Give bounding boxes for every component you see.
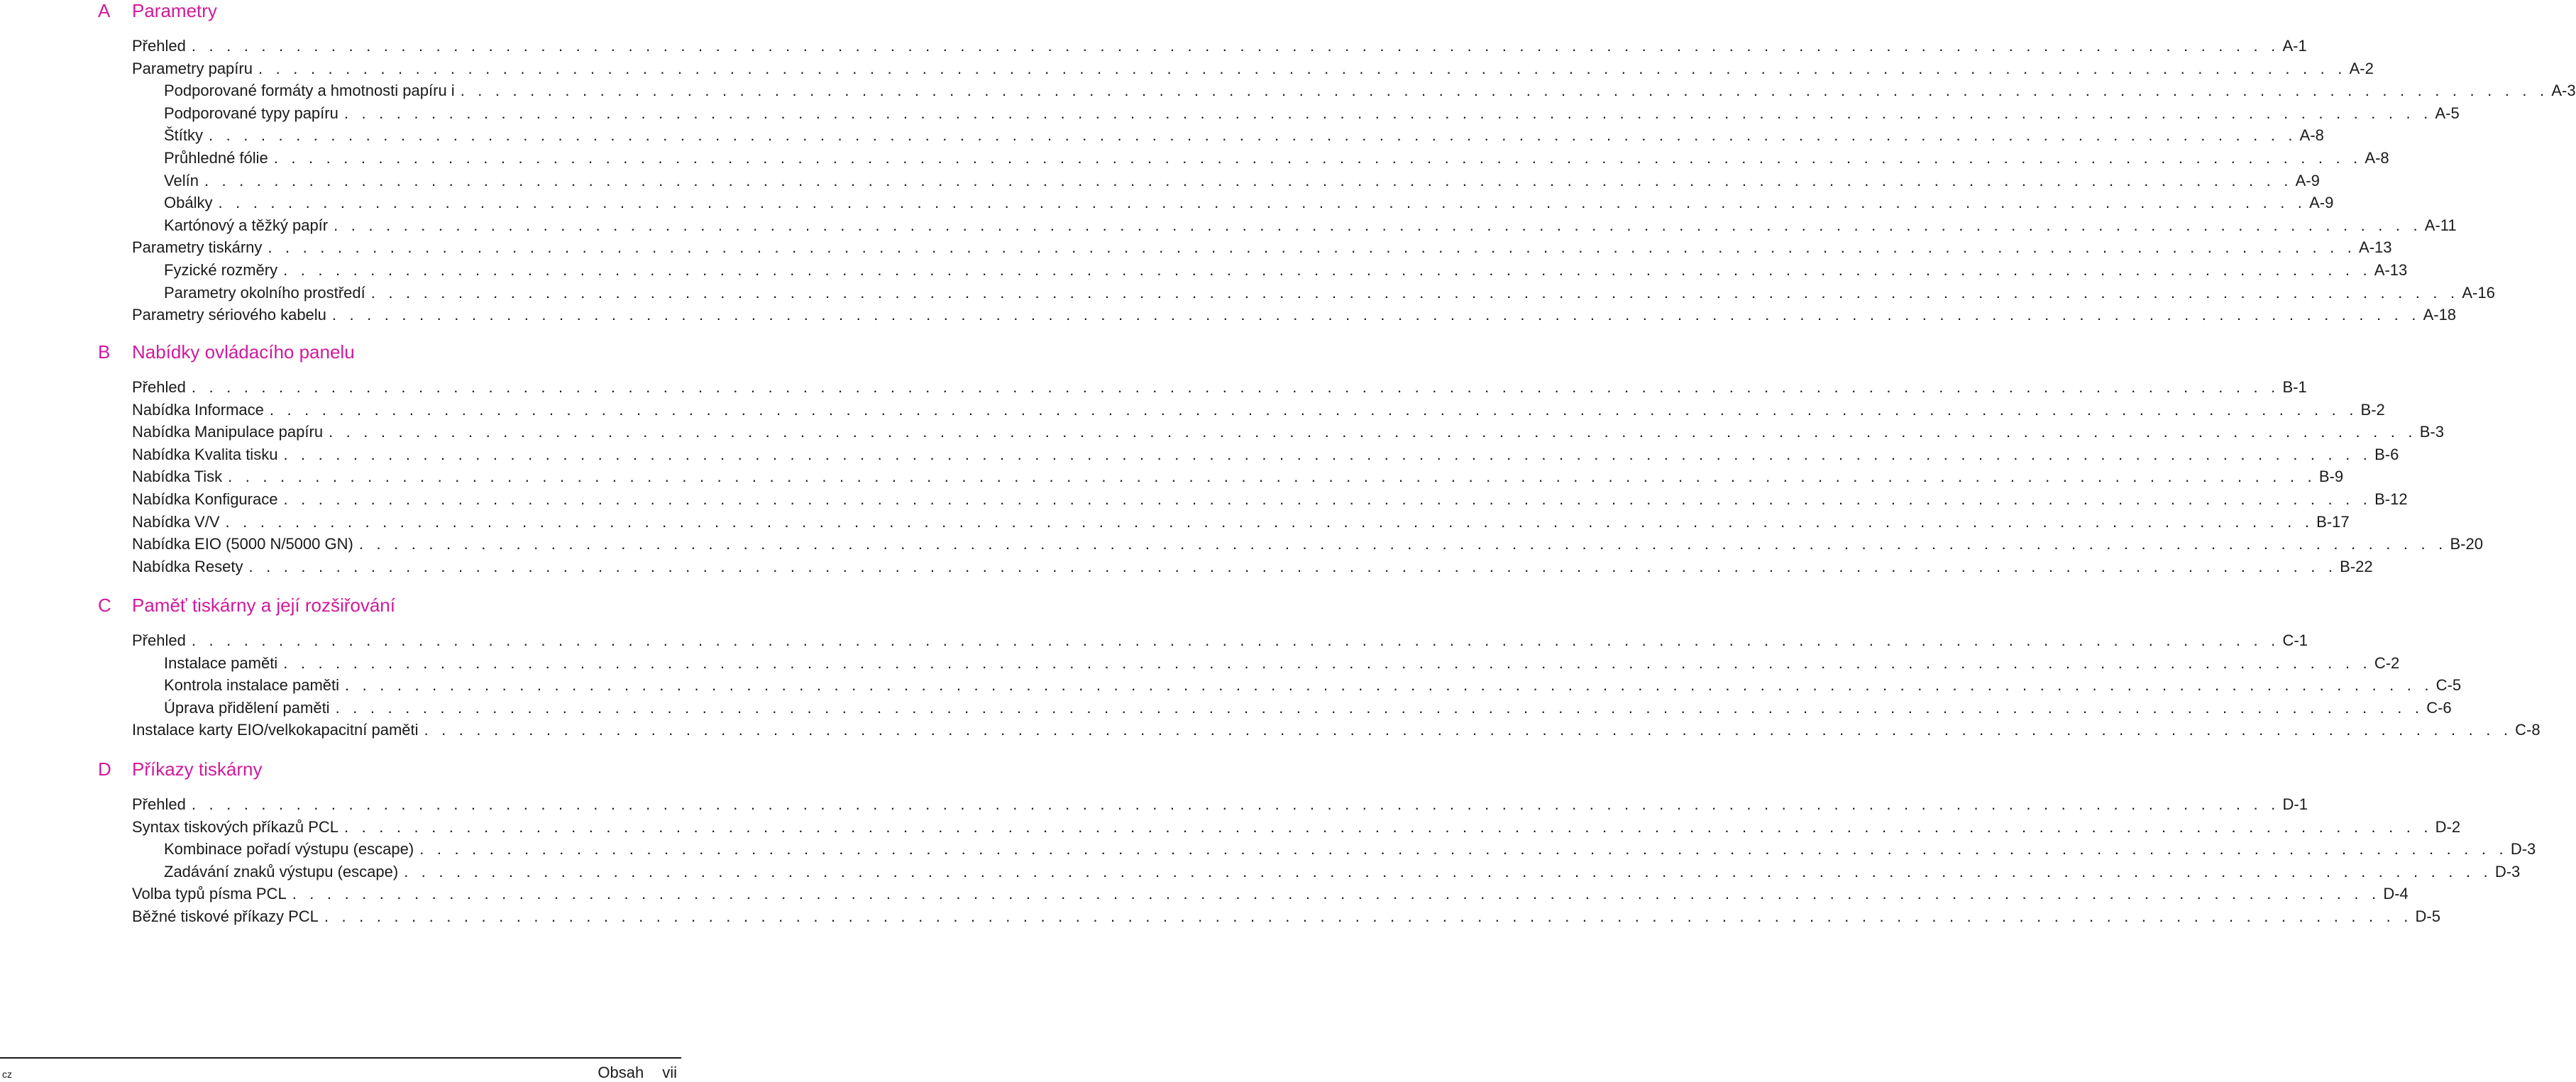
- toc-entry-page: A-3: [2551, 82, 2576, 100]
- toc-entry-label: Štítky: [164, 126, 204, 145]
- footer-rule: [0, 1057, 681, 1059]
- section-title: Příkazy tiskárny: [132, 758, 263, 780]
- toc-entry-page: D-4: [2383, 885, 2409, 903]
- toc-entry-label: Velín: [164, 171, 199, 189]
- toc-entry-label: Nabídka Konfigurace: [132, 490, 278, 508]
- dot-leader: . . . . . . . . . . . . . . . . . . . . . . . . . . . . . . . . . . . . . . . . . . . . . . . . . . . . . . . . . . . . . . . . . . . . . . . . . . . . . . . . . . . . . . . . . . . . . . . . . . . . . . . . . . . . . . . . . . . . . . . .: [283, 261, 2372, 279]
- toc-entry-label: Kartónový a těžký papír: [164, 216, 329, 234]
- dot-leader: . . . . . . . . . . . . . . . . . . . . . . . . . . . . . . . . . . . . . . . . . . . . . . . . . . . . . . . . . . . . . . . . . . . . . . . . . . . . . . . . . . . . . . . . . . . . . . . . . . . . . . . . . . . . . . . . . . . . . . . .: [460, 82, 2549, 100]
- toc-entry-page: A-18: [2423, 306, 2457, 324]
- toc-entry-label: Úprava přidělení paměti: [164, 698, 330, 717]
- toc-entry-label: Fyzické rozměry: [164, 261, 278, 279]
- toc-entry-label: Průhledné fólie: [164, 149, 268, 167]
- dot-leader: . . . . . . . . . . . . . . . . . . . . . . . . . . . . . . . . . . . . . . . . . . . . . . . . . . . . . . . . . . . . . . . . . . . . . . . . . . . . . . . . . . . . . . . . . . . . . . . . . . . . . . . . . . . . . . . . . . . . . . . .: [335, 698, 2424, 717]
- toc-entry-page: A-2: [2349, 59, 2374, 77]
- toc-entry-page: A-5: [2435, 104, 2460, 122]
- toc-entry[interactable]: [164, 697, 2452, 719]
- toc-entry-page: B-12: [2374, 490, 2408, 508]
- toc-entry-label: Parametry tiskárny: [132, 238, 263, 257]
- dot-leader: . . . . . . . . . . . . . . . . . . . . . . . . . . . . . . . . . . . . . . . . . . . . . . . . . . . . . . . . . . . . . . . . . . . . . . . . . . . . . . . . . . . . . . . . . . . . . . . . . . . . . . . . . . . . . . . . . . . . . . . .: [345, 676, 2433, 695]
- toc-entry-page: B-2: [2360, 400, 2385, 419]
- toc-entry-label: Nabídka Resety: [132, 557, 243, 575]
- dot-leader: . . . . . . . . . . . . . . . . . . . . . . . . . . . . . . . . . . . . . . . . . . . . . . . . . . . . . . . . . . . . . . . . . . . . . . . . . . . . . . . . . . . . . . . . . . . . . . . . . . . . . . . . . . . . . . . . . . . . . . . .: [228, 468, 2316, 486]
- toc-entry-page: A-8: [2299, 126, 2324, 145]
- toc-entry-page: B-3: [2419, 423, 2444, 441]
- toc-entry-label: Přehled: [132, 378, 186, 396]
- toc-entry[interactable]: [164, 282, 2495, 304]
- toc-entry-label: Nabídka Tisk: [132, 468, 223, 486]
- dot-leader: . . . . . . . . . . . . . . . . . . . . . . . . . . . . . . . . . . . . . . . . . . . . . . . . . . . . . . . . . . . . . . . . . . . . . . . . . . . . . . . . . . . . . . . . . . . . . . . . . . . . . . . . . . . . . . . . . . . . . . . .: [191, 795, 2280, 813]
- toc-entry[interactable]: [132, 512, 2350, 533]
- dot-leader: . . . . . . . . . . . . . . . . . . . . . . . . . . . . . . . . . . . . . . . . . . . . . . . . . . . . . . . . . . . . . . . . . . . . . . . . . . . . . . . . . . . . . . . . . . . . . . . . . . . . . . . . . . . . . . . . . . . . . . . .: [292, 885, 2381, 903]
- section-letter: A: [98, 0, 111, 21]
- toc-entry[interactable]: [132, 794, 2308, 815]
- toc-entry-label: Instalace karty EIO/velkokapacitní paměti: [132, 721, 419, 739]
- dot-leader: . . . . . . . . . . . . . . . . . . . . . . . . . . . . . . . . . . . . . . . . . . . . . . . . . . . . . . . . . . . . . . . . . . . . . . . . . . . . . . . . . . . . . . . . . . . . . . . . . . . . . . . . . . . . . . . . . . . . . . . .: [283, 445, 2372, 463]
- toc-entry[interactable]: [164, 192, 2334, 214]
- footer-language: cz: [2, 1069, 12, 1080]
- toc-entry[interactable]: [164, 148, 2389, 169]
- toc-entry[interactable]: [164, 215, 2457, 236]
- toc-entry-label: Syntax tiskových příkazů PCL: [132, 817, 339, 836]
- dot-leader: . . . . . . . . . . . . . . . . . . . . . . . . . . . . . . . . . . . . . . . . . . . . . . . . . . . . . . . . . . . . . . . . . . . . . . . . . . . . . . . . . . . . . . . . . . . . . . . . . . . . . . . . . . . . . . . . . . . . . . . .: [283, 490, 2372, 508]
- toc-entry-page: C-1: [2282, 631, 2308, 649]
- toc-entry[interactable]: [132, 466, 2344, 487]
- toc-entry[interactable]: [132, 58, 2374, 79]
- section-letter: B: [98, 341, 111, 363]
- toc-entry[interactable]: [132, 237, 2392, 258]
- dot-leader: . . . . . . . . . . . . . . . . . . . . . . . . . . . . . . . . . . . . . . . . . . . . . . . . . . . . . . . . . . . . . . . . . . . . . . . . . . . . . . . . . . . . . . . . . . . . . . . . . . . . . . . . . . . . . . . . . . . . . . . .: [218, 194, 2307, 212]
- toc-entry-label: Běžné tiskové příkazy PCL: [132, 907, 319, 925]
- toc-entry-page: B-20: [2450, 535, 2483, 553]
- toc-entry-label: Parametry okolního prostředí: [164, 283, 365, 302]
- dot-leader: . . . . . . . . . . . . . . . . . . . . . . . . . . . . . . . . . . . . . . . . . . . . . . . . . . . . . . . . . . . . . . . . . . . . . . . . . . . . . . . . . . . . . . . . . . . . . . . . . . . . . . . . . . . . . . . . . . . . . . . .: [209, 126, 2297, 145]
- dot-leader: . . . . . . . . . . . . . . . . . . . . . . . . . . . . . . . . . . . . . . . . . . . . . . . . . . . . . . . . . . . . . . . . . . . . . . . . . . . . . . . . . . . . . . . . . . . . . . . . . . . . . . . . . . . . . . . . . . . . . . . .: [191, 631, 2280, 649]
- toc-entry-label: Instalace paměti: [164, 653, 278, 672]
- section-title: Parametry: [132, 0, 217, 21]
- toc-entry-label: Přehled: [132, 631, 186, 649]
- toc-entry-page: A-13: [2374, 261, 2408, 279]
- toc-entry[interactable]: [164, 653, 2400, 674]
- toc-entry-page: C-5: [2435, 676, 2462, 695]
- footer-page-number: vii: [662, 1064, 677, 1081]
- toc-entry-page: D-1: [2282, 795, 2308, 813]
- toc-entry-page: B-17: [2316, 512, 2350, 531]
- toc-entry-label: Přehled: [132, 795, 186, 813]
- toc-entry-label: Obálky: [164, 194, 213, 212]
- dot-leader: . . . . . . . . . . . . . . . . . . . . . . . . . . . . . . . . . . . . . . . . . . . . . . . . . . . . . . . . . . . . . . . . . . . . . . . . . . . . . . . . . . . . . . . . . . . . . . . . . . . . . . . . . . . . . . . . . . . . . . . .: [191, 37, 2280, 55]
- toc-entry[interactable]: [132, 630, 2308, 651]
- dot-leader: . . . . . . . . . . . . . . . . . . . . . . . . . . . . . . . . . . . . . . . . . . . . . . . . . . . . . . . . . . . . . . . . . . . . . . . . . . . . . . . . . . . . . . . . . . . . . . . . . . . . . . . . . . . . . . . . . . . . . . . .: [331, 306, 2421, 324]
- toc-entry[interactable]: [132, 534, 2483, 555]
- dot-leader: . . . . . . . . . . . . . . . . . . . . . . . . . . . . . . . . . . . . . . . . . . . . . . . . . . . . . . . . . . . . . . . . . . . . . . . . . . . . . . . . . . . . . . . . . . . . . . . . . . . . . . . . . . . . . . . . . . . . . . . .: [329, 423, 2417, 441]
- toc-entry[interactable]: [164, 80, 2576, 101]
- toc-entry-page: B-9: [2318, 468, 2344, 486]
- toc-entry-page: C-8: [2515, 721, 2541, 739]
- toc-entry-page: A-1: [2282, 37, 2307, 55]
- toc-entry-page: B-1: [2282, 378, 2307, 396]
- toc-entry[interactable]: [164, 260, 2408, 281]
- toc-entry[interactable]: [164, 170, 2320, 192]
- toc-entry-label: Kontrola instalace paměti: [164, 676, 340, 695]
- toc-entry-page: A-11: [2424, 216, 2457, 234]
- dot-leader: . . . . . . . . . . . . . . . . . . . . . . . . . . . . . . . . . . . . . . . . . . . . . . . . . . . . . . . . . . . . . . . . . . . . . . . . . . . . . . . . . . . . . . . . . . . . . . . . . . . . . . . . . . . . . . . . . . . . . . . .: [191, 378, 2280, 396]
- toc-entry-page: D-3: [2494, 862, 2521, 880]
- toc-entry[interactable]: [164, 103, 2460, 124]
- toc-entry[interactable]: [132, 444, 2399, 465]
- toc-entry-label: Nabídka V/V: [132, 512, 220, 531]
- toc-entry-label: Přehled: [132, 37, 186, 55]
- section-heading: [0, 0, 681, 26]
- dot-leader: . . . . . . . . . . . . . . . . . . . . . . . . . . . . . . . . . . . . . . . . . . . . . . . . . . . . . . . . . . . . . . . . . . . . . . . . . . . . . . . . . . . . . . . . . . . . . . . . . . . . . . . . . . . . . . . . . . . . . . . .: [269, 400, 2358, 419]
- section-heading: [0, 595, 681, 620]
- toc-entry-page: A-9: [2309, 194, 2334, 212]
- toc-entry[interactable]: [132, 817, 2461, 838]
- toc-entry[interactable]: [132, 421, 2444, 443]
- dot-leader: . . . . . . . . . . . . . . . . . . . . . . . . . . . . . . . . . . . . . . . . . . . . . . . . . . . . . . . . . . . . . . . . . . . . . . . . . . . . . . . . . . . . . . . . . . . . . . . . . . . . . . . . . . . . . . . . . . . . . . . .: [424, 721, 2513, 739]
- dot-leader: . . . . . . . . . . . . . . . . . . . . . . . . . . . . . . . . . . . . . . . . . . . . . . . . . . . . . . . . . . . . . . . . . . . . . . . . . . . . . . . . . . . . . . . . . . . . . . . . . . . . . . . . . . . . . . . . . . . . . . . .: [358, 535, 2448, 553]
- toc-entry-label: Podporované formáty a hmotnosti papíru i: [164, 82, 455, 100]
- section-title: Paměť tiskárny a její rozšiřování: [132, 595, 395, 616]
- toc-entry[interactable]: [132, 489, 2408, 510]
- dot-leader: . . . . . . . . . . . . . . . . . . . . . . . . . . . . . . . . . . . . . . . . . . . . . . . . . . . . . . . . . . . . . . . . . . . . . . . . . . . . . . . . . . . . . . . . . . . . . . . . . . . . . . . . . . . . . . . . . . . . . . . .: [370, 283, 2460, 302]
- dot-leader: . . . . . . . . . . . . . . . . . . . . . . . . . . . . . . . . . . . . . . . . . . . . . . . . . . . . . . . . . . . . . . . . . . . . . . . . . . . . . . . . . . . . . . . . . . . . . . . . . . . . . . . . . . . . . . . . . . . . . . . .: [268, 238, 2357, 257]
- toc-entry[interactable]: [132, 377, 2307, 398]
- footer-page-info: [598, 1064, 677, 1082]
- toc-entry-page: D-5: [2415, 907, 2440, 925]
- toc-entry[interactable]: [164, 125, 2324, 146]
- toc-entry-label: Parametry papíru: [132, 59, 253, 77]
- dot-leader: . . . . . . . . . . . . . . . . . . . . . . . . . . . . . . . . . . . . . . . . . . . . . . . . . . . . . . . . . . . . . . . . . . . . . . . . . . . . . . . . . . . . . . . . . . . . . . . . . . . . . . . . . . . . . . . . . . . . . . . .: [283, 653, 2372, 672]
- toc-entry-page: B-22: [2340, 557, 2373, 575]
- dot-leader: . . . . . . . . . . . . . . . . . . . . . . . . . . . . . . . . . . . . . . . . . . . . . . . . . . . . . . . . . . . . . . . . . . . . . . . . . . . . . . . . . . . . . . . . . . . . . . . . . . . . . . . . . . . . . . . . . . . . . . . .: [324, 907, 2413, 925]
- toc-entry[interactable]: [132, 304, 2457, 326]
- toc-entry[interactable]: [132, 883, 2409, 905]
- dot-leader: . . . . . . . . . . . . . . . . . . . . . . . . . . . . . . . . . . . . . . . . . . . . . . . . . . . . . . . . . . . . . . . . . . . . . . . . . . . . . . . . . . . . . . . . . . . . . . . . . . . . . . . . . . . . . . . . . . . . . . . .: [343, 104, 2433, 122]
- dot-leader: . . . . . . . . . . . . . . . . . . . . . . . . . . . . . . . . . . . . . . . . . . . . . . . . . . . . . . . . . . . . . . . . . . . . . . . . . . . . . . . . . . . . . . . . . . . . . . . . . . . . . . . . . . . . . . . . . . . . . . . .: [344, 817, 2433, 836]
- toc-entry-label: Nabídka EIO (5000 N/5000 GN): [132, 535, 353, 553]
- toc-entry[interactable]: [132, 906, 2440, 927]
- toc-entry[interactable]: [164, 839, 2536, 860]
- dot-leader: . . . . . . . . . . . . . . . . . . . . . . . . . . . . . . . . . . . . . . . . . . . . . . . . . . . . . . . . . . . . . . . . . . . . . . . . . . . . . . . . . . . . . . . . . . . . . . . . . . . . . . . . . . . . . . . . . . . . . . . .: [248, 557, 2338, 575]
- toc-entry-page: A-16: [2462, 283, 2495, 302]
- dot-leader: . . . . . . . . . . . . . . . . . . . . . . . . . . . . . . . . . . . . . . . . . . . . . . . . . . . . . . . . . . . . . . . . . . . . . . . . . . . . . . . . . . . . . . . . . . . . . . . . . . . . . . . . . . . . . . . . . . . . . . . .: [334, 216, 2422, 234]
- toc-entry-page: B-6: [2374, 445, 2399, 463]
- dot-leader: . . . . . . . . . . . . . . . . . . . . . . . . . . . . . . . . . . . . . . . . . . . . . . . . . . . . . . . . . . . . . . . . . . . . . . . . . . . . . . . . . . . . . . . . . . . . . . . . . . . . . . . . . . . . . . . . . . . . . . . .: [204, 171, 2293, 189]
- section-letter: C: [98, 595, 111, 616]
- toc-entry-page: A-13: [2359, 238, 2392, 257]
- toc-entry-label: Zadávání znaků výstupu (escape): [164, 862, 399, 880]
- toc-entry-label: Volba typů písma PCL: [132, 885, 287, 903]
- toc-entry[interactable]: [164, 675, 2462, 696]
- section-letter: D: [98, 758, 111, 780]
- toc-entry-label: Nabídka Manipulace papíru: [132, 423, 324, 441]
- dot-leader: . . . . . . . . . . . . . . . . . . . . . . . . . . . . . . . . . . . . . . . . . . . . . . . . . . . . . . . . . . . . . . . . . . . . . . . . . . . . . . . . . . . . . . . . . . . . . . . . . . . . . . . . . . . . . . . . . . . . . . . .: [225, 512, 2314, 531]
- toc-entry-page: A-9: [2295, 171, 2320, 189]
- toc-entry[interactable]: [132, 35, 2307, 57]
- toc-entry-page: D-2: [2435, 817, 2461, 836]
- toc-entry-page: D-3: [2510, 840, 2536, 859]
- dot-leader: . . . . . . . . . . . . . . . . . . . . . . . . . . . . . . . . . . . . . . . . . . . . . . . . . . . . . . . . . . . . . . . . . . . . . . . . . . . . . . . . . . . . . . . . . . . . . . . . . . . . . . . . . . . . . . . . . . . . . . . .: [404, 862, 2492, 880]
- toc-entry-label: Kombinace pořadí výstupu (escape): [164, 840, 414, 859]
- toc-entry-label: Parametry sériového kabelu: [132, 306, 326, 324]
- toc-entry-page: C-6: [2426, 698, 2452, 717]
- toc-entry[interactable]: [132, 399, 2385, 421]
- dot-leader: . . . . . . . . . . . . . . . . . . . . . . . . . . . . . . . . . . . . . . . . . . . . . . . . . . . . . . . . . . . . . . . . . . . . . . . . . . . . . . . . . . . . . . . . . . . . . . . . . . . . . . . . . . . . . . . . . . . . . . . .: [419, 840, 2508, 859]
- footer-section-name: Obsah: [598, 1064, 644, 1081]
- section-heading: [0, 341, 681, 367]
- dot-leader: . . . . . . . . . . . . . . . . . . . . . . . . . . . . . . . . . . . . . . . . . . . . . . . . . . . . . . . . . . . . . . . . . . . . . . . . . . . . . . . . . . . . . . . . . . . . . . . . . . . . . . . . . . . . . . . . . . . . . . . .: [258, 59, 2347, 77]
- section-title: Nabídky ovládacího panelu: [132, 341, 355, 363]
- toc-entry-label: Nabídka Informace: [132, 400, 264, 419]
- dot-leader: . . . . . . . . . . . . . . . . . . . . . . . . . . . . . . . . . . . . . . . . . . . . . . . . . . . . . . . . . . . . . . . . . . . . . . . . . . . . . . . . . . . . . . . . . . . . . . . . . . . . . . . . . . . . . . . . . . . . . . . .: [273, 149, 2362, 167]
- toc-entry-page: A-8: [2365, 149, 2389, 167]
- section-heading: [0, 758, 681, 784]
- toc-entry[interactable]: [132, 719, 2541, 741]
- toc-entry[interactable]: [132, 556, 2373, 578]
- toc-entry-page: C-2: [2374, 653, 2400, 672]
- toc-entry-label: Podporované typy papíru: [164, 104, 338, 122]
- toc-entry-label: Nabídka Kvalita tisku: [132, 445, 278, 463]
- toc-entry[interactable]: [164, 861, 2521, 883]
